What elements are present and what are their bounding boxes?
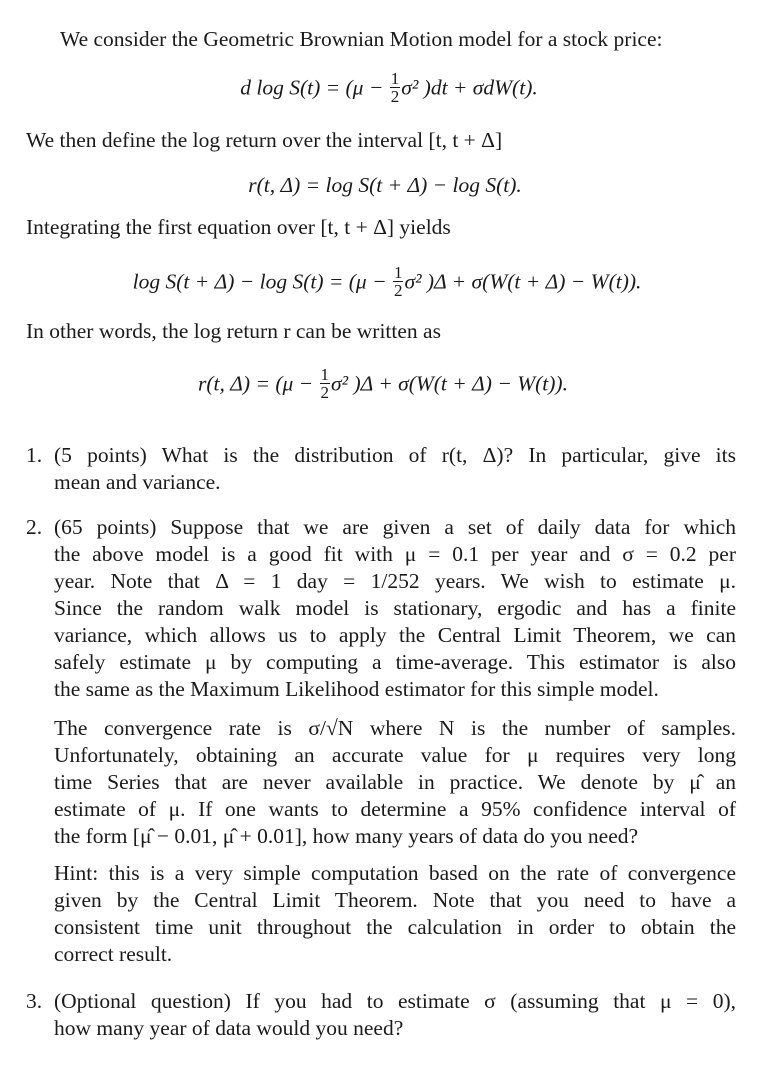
question-2-line: the above model is a good fit with μ = 0.1 per year and σ = 0.2 per xyxy=(54,542,736,566)
question-2-hint-line: given by the Central Limit Theorem. Note that you need to have a xyxy=(54,888,736,912)
equation-expanded-lhs: r(t, Δ) = (μ − xyxy=(198,371,319,396)
fraction-denominator: 2 xyxy=(320,383,330,402)
question-2-line: (65 points) Suppose that we are given a set of daily data for which xyxy=(54,515,736,539)
question-3-number: 3. xyxy=(26,989,43,1013)
question-2-line: Unfortunately, obtaining an accurate value for μ requires very long xyxy=(54,743,736,767)
question-2-line: the same as the Maximum Likelihood estimator for this simple model. xyxy=(54,677,659,701)
question-2-line: time Series that are never available in practice. We denote by μ̂ an xyxy=(54,770,736,794)
intro-text: We consider the Geometric Brownian Motion model for a stock price: xyxy=(60,27,663,51)
question-1-line: (5 points) What is the distribution of r(t, Δ)? In particular, give its xyxy=(54,443,736,467)
question-2-hint-line: correct result. xyxy=(54,942,173,966)
fraction-numerator: 1 xyxy=(320,365,330,384)
question-1-number: 1. xyxy=(26,443,43,467)
integrating-text: Integrating the first equation over [t, t + Δ] yields xyxy=(26,215,451,239)
other-words-text: In other words, the log return r can be written as xyxy=(26,319,441,343)
question-2-hint-line: Hint: this is a very simple computation based on the rate of convergence xyxy=(54,861,736,885)
question-2-paragraph-1 xyxy=(54,514,736,703)
question-2-line: variance, which allows us to apply the Central Limit Theorem, we can xyxy=(54,623,736,647)
question-2-line: estimate of μ. If one wants to determine a 95% confidence interval of xyxy=(54,797,736,821)
question-2-line: Since the random walk model is stationary, ergodic and has a finite xyxy=(54,596,736,620)
equation-log-return xyxy=(0,172,762,199)
equation-log-return-expanded xyxy=(0,365,762,403)
fraction-denominator: 2 xyxy=(393,281,403,300)
question-1-line: mean and variance. xyxy=(54,470,221,494)
equation-expanded-fraction xyxy=(320,366,331,401)
equation-gbm-lhs: d log S(t) = (μ − xyxy=(240,75,389,100)
question-2-hint-line: consistent time unit throughout the calculation in order to obtain the xyxy=(54,915,736,939)
question-3-body xyxy=(54,988,736,1042)
question-2-hint xyxy=(54,860,736,968)
equation-gbm-rhs: σ² )dt + σdW(t). xyxy=(401,75,538,100)
question-2-line: year. Note that Δ = 1 day = 1/252 years. We wish to estimate μ. xyxy=(54,569,736,593)
equation-integrated-fraction xyxy=(393,264,404,299)
question-2-line: The convergence rate is σ/√N where N is the number of samples. xyxy=(54,716,736,740)
equation-integrated-rhs: σ² )Δ + σ(W(t + Δ) − W(t)). xyxy=(404,269,642,294)
equation-integrated xyxy=(0,263,762,301)
question-2-line: the form [μ̂ − 0.01, μ̂ + 0.01], how many years of data do you need? xyxy=(54,824,639,848)
question-2-number: 2. xyxy=(26,515,43,539)
fraction-numerator: 1 xyxy=(393,263,403,282)
question-1-body xyxy=(54,442,736,496)
question-3-line: (Optional question) If you had to estimate σ (assuming that μ = 0), xyxy=(54,989,736,1013)
equation-integrated-lhs: log S(t + Δ) − log S(t) = (μ − xyxy=(132,269,392,294)
question-2-line: safely estimate μ by computing a time-average. This estimator is also xyxy=(54,650,736,674)
equation-expanded-rhs: σ² )Δ + σ(W(t + Δ) − W(t)). xyxy=(331,371,568,396)
question-3-line: how many year of data would you need? xyxy=(54,1016,404,1040)
question-2-paragraph-2 xyxy=(54,715,736,850)
equation-log-return-text: r(t, Δ) = log S(t + Δ) − log S(t). xyxy=(248,173,522,197)
equation-gbm-fraction xyxy=(390,70,401,105)
fraction-denominator: 2 xyxy=(390,87,400,106)
equation-gbm xyxy=(0,69,762,107)
define-log-return-text: We then define the log return over the interval [t, t + Δ] xyxy=(26,128,503,152)
fraction-numerator: 1 xyxy=(390,69,400,88)
